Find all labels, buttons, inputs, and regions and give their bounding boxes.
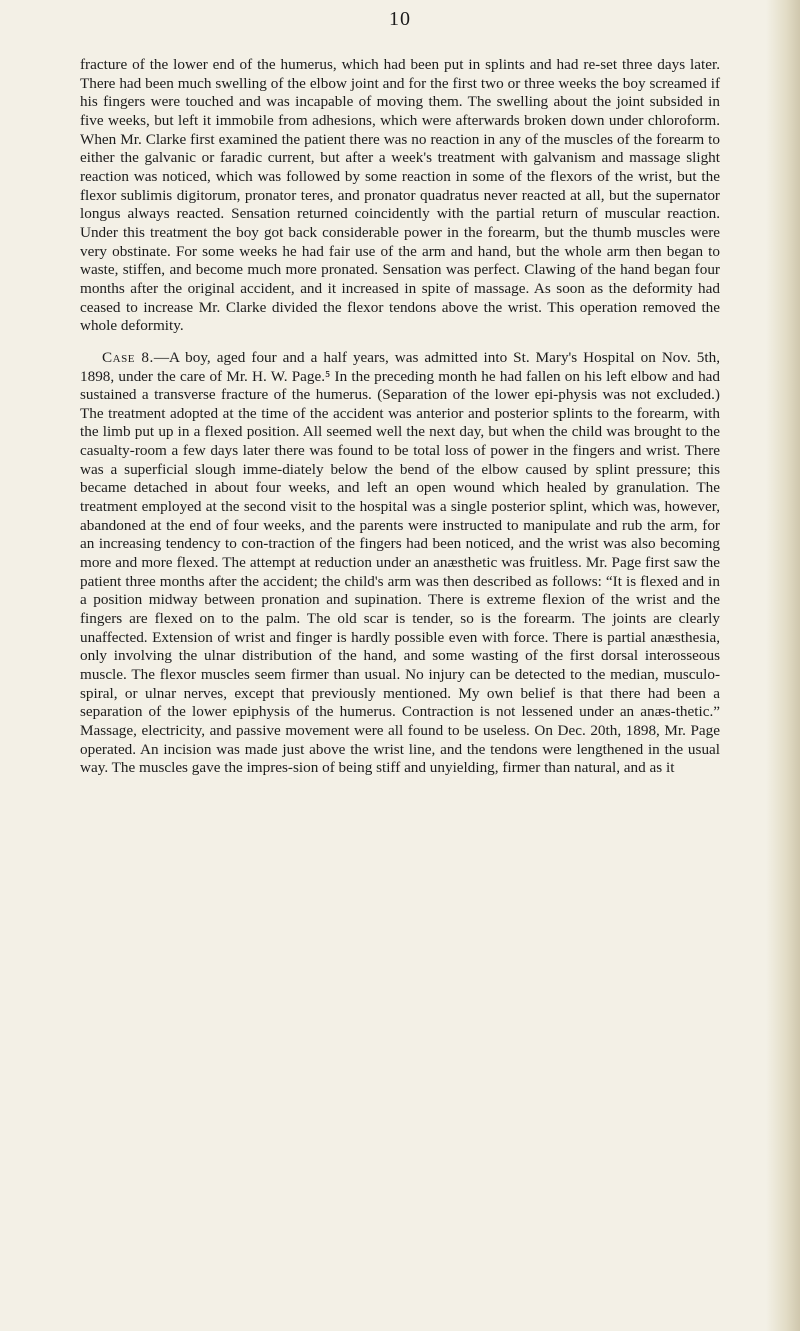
page-number: 10	[389, 8, 411, 30]
page-edge-shadow	[766, 0, 800, 1331]
case-8-text: —A boy, aged four and a half years, was admitted into St. Mary's Hospital on Nov. 5th, 1898, under the care of Mr. H. W. Page.⁵ In the preceding month he had fallen on his left elbow and had sustained a transverse fracture of the humerus. (Separation of the lower epi-physis was not excluded.) The treatment adopted at the time of the accident was anterior and posterior splints to the forearm, with the limb put up in a flexed position. All seemed well the next day, but when the child was brought to the casualty-room a few days later there was found to be total loss of power in the fingers and wrist. There was a superficial slough imme-diately below the bend of the elbow caused by splint pressure; this became detached in about four weeks, and left an open wound which healed by granulation. The treatment employed at the second visit to the hospital was a single posterior splint, which was, however, abandoned at the end of four weeks, and the parents were instructed to manipulate and rub the arm, for an increasing tendency to con-traction of the fingers had been noticed, and the wrist was also becoming more and more flexed. The attempt at reduction under an anæsthetic was fruitless. Mr. Page first saw the patient three months after the accident; the child's arm was then described as follows: “It is flexed and in a position midway between pronation and supination. There is extreme flexion of the wrist and the fingers are flexed on to the palm. The old scar is tender, so is the forearm. The joints are clearly unaffected. Extension of wrist and finger is hardly possible even with force. There is partial anæsthesia, only involving the ulnar distribution of the hand, and some wasting of the first dorsal interosseous muscle. The flexor muscles seem firmer than usual. No injury can be detected to the median, musculo-spiral, or ulnar nerves, except that previously mentioned. My own belief is that there had been a separation of the lower epiphysis of the humerus. Contraction is not lessened under an anæs-thetic.” Massage, electricity, and passive movement were all found to be useless. On Dec. 20th, 1898, Mr. Page operated. An incision was made just above the wrist line, and the tendons were lengthened in the usual way. The muscles gave the impres-sion of being stiff and unyielding, firmer than natural, and as it	[80, 348, 720, 777]
case-heading: Case 8.	[102, 348, 154, 366]
paragraph-clarke-case: fracture of the lower end of the humerus, which had been put in splints and had re-set three days later. There had been much swelling of the elbow joint and for the first two or three weeks the boy screamed if his fingers were touched and was incapable of moving them. The swelling about the joint subsided in five weeks, but left it immobile from adhesions, which were afterwards broken down under chloroform. When Mr. Clarke first examined the patient there was no reaction in any of the muscles of the forearm to either the galvanic or faradic current, but after a week's treatment with galvanism and massage slight reaction was noticed, which was followed by some reaction in some of the flexors of the wrist, but the flexor sublimis digitorum, pronator teres, and pronator quadratus never reacted at all, but the supernator longus always reacted. Sensation returned coincidently with the partial return of muscular reaction. Under this treatment the boy got back considerable power in the forearm, but the thumb muscles were very obstinate. For some weeks he had fair use of the arm and hand, but the whole arm then began to waste, stiffen, and become much more pronated. Sensation was perfect. Clawing of the hand began four months after the original accident, and it increased in spite of massage. As soon as the deformity had ceased to increase Mr. Clarke divided the flexor tendons above the wrist. This operation removed the whole deformity.	[80, 56, 720, 335]
paragraph-case-8	[80, 349, 720, 778]
body-text	[80, 56, 720, 778]
